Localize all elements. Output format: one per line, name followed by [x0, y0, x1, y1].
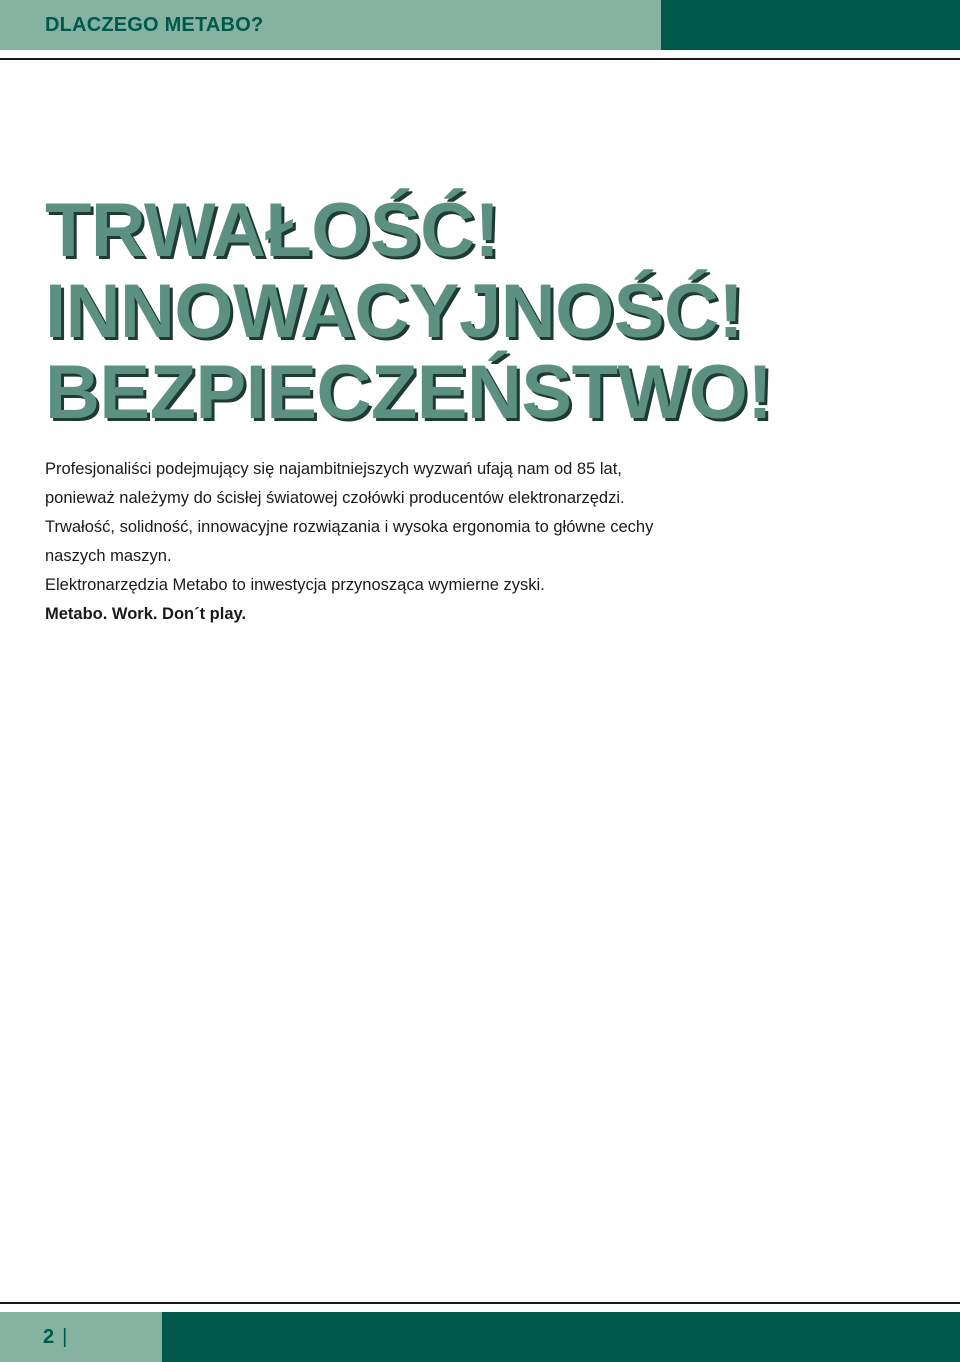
slogan: Metabo. Work. Don´t play.: [45, 605, 247, 623]
body-line: Trwałość, solidność, innowacyjne rozwiązania i wysoka ergonomia to główne cechy: [45, 518, 654, 536]
header-accent-block: [661, 0, 960, 50]
body-line: naszych maszyn.: [45, 547, 172, 565]
page-number: 2: [43, 1325, 55, 1348]
body-line: ponieważ należymy do ścisłej światowej czołówki producentów elektronarzędzi.: [45, 489, 625, 507]
headline: [45, 190, 772, 433]
headline-line-2: INNOWACYJNOŚĆ!: [45, 269, 744, 354]
footer-accent-block: [162, 1312, 960, 1362]
body-line: Elektronarzędzia Metabo to inwestycja przynosząca wymierne zyski.: [45, 576, 545, 594]
headline-line-3: BEZPIECZEŃSTWO!: [45, 350, 773, 435]
page-number-separator: |: [62, 1325, 68, 1348]
body-line: Profesjonaliści podejmujący się najambitniejszych wyzwań ufają nam od 85 lat,: [45, 460, 622, 478]
section-title: DLACZEGO METABO?: [45, 13, 264, 36]
bottom-divider: [0, 1302, 960, 1304]
top-divider: [0, 58, 960, 60]
header-label-area: [0, 0, 661, 50]
header-bar: [0, 0, 960, 50]
body-text: [45, 455, 905, 629]
footer-label-area: [0, 1312, 162, 1362]
footer-bar: [0, 1312, 960, 1362]
headline-line-1: TRWAŁOŚĆ!: [45, 188, 500, 273]
